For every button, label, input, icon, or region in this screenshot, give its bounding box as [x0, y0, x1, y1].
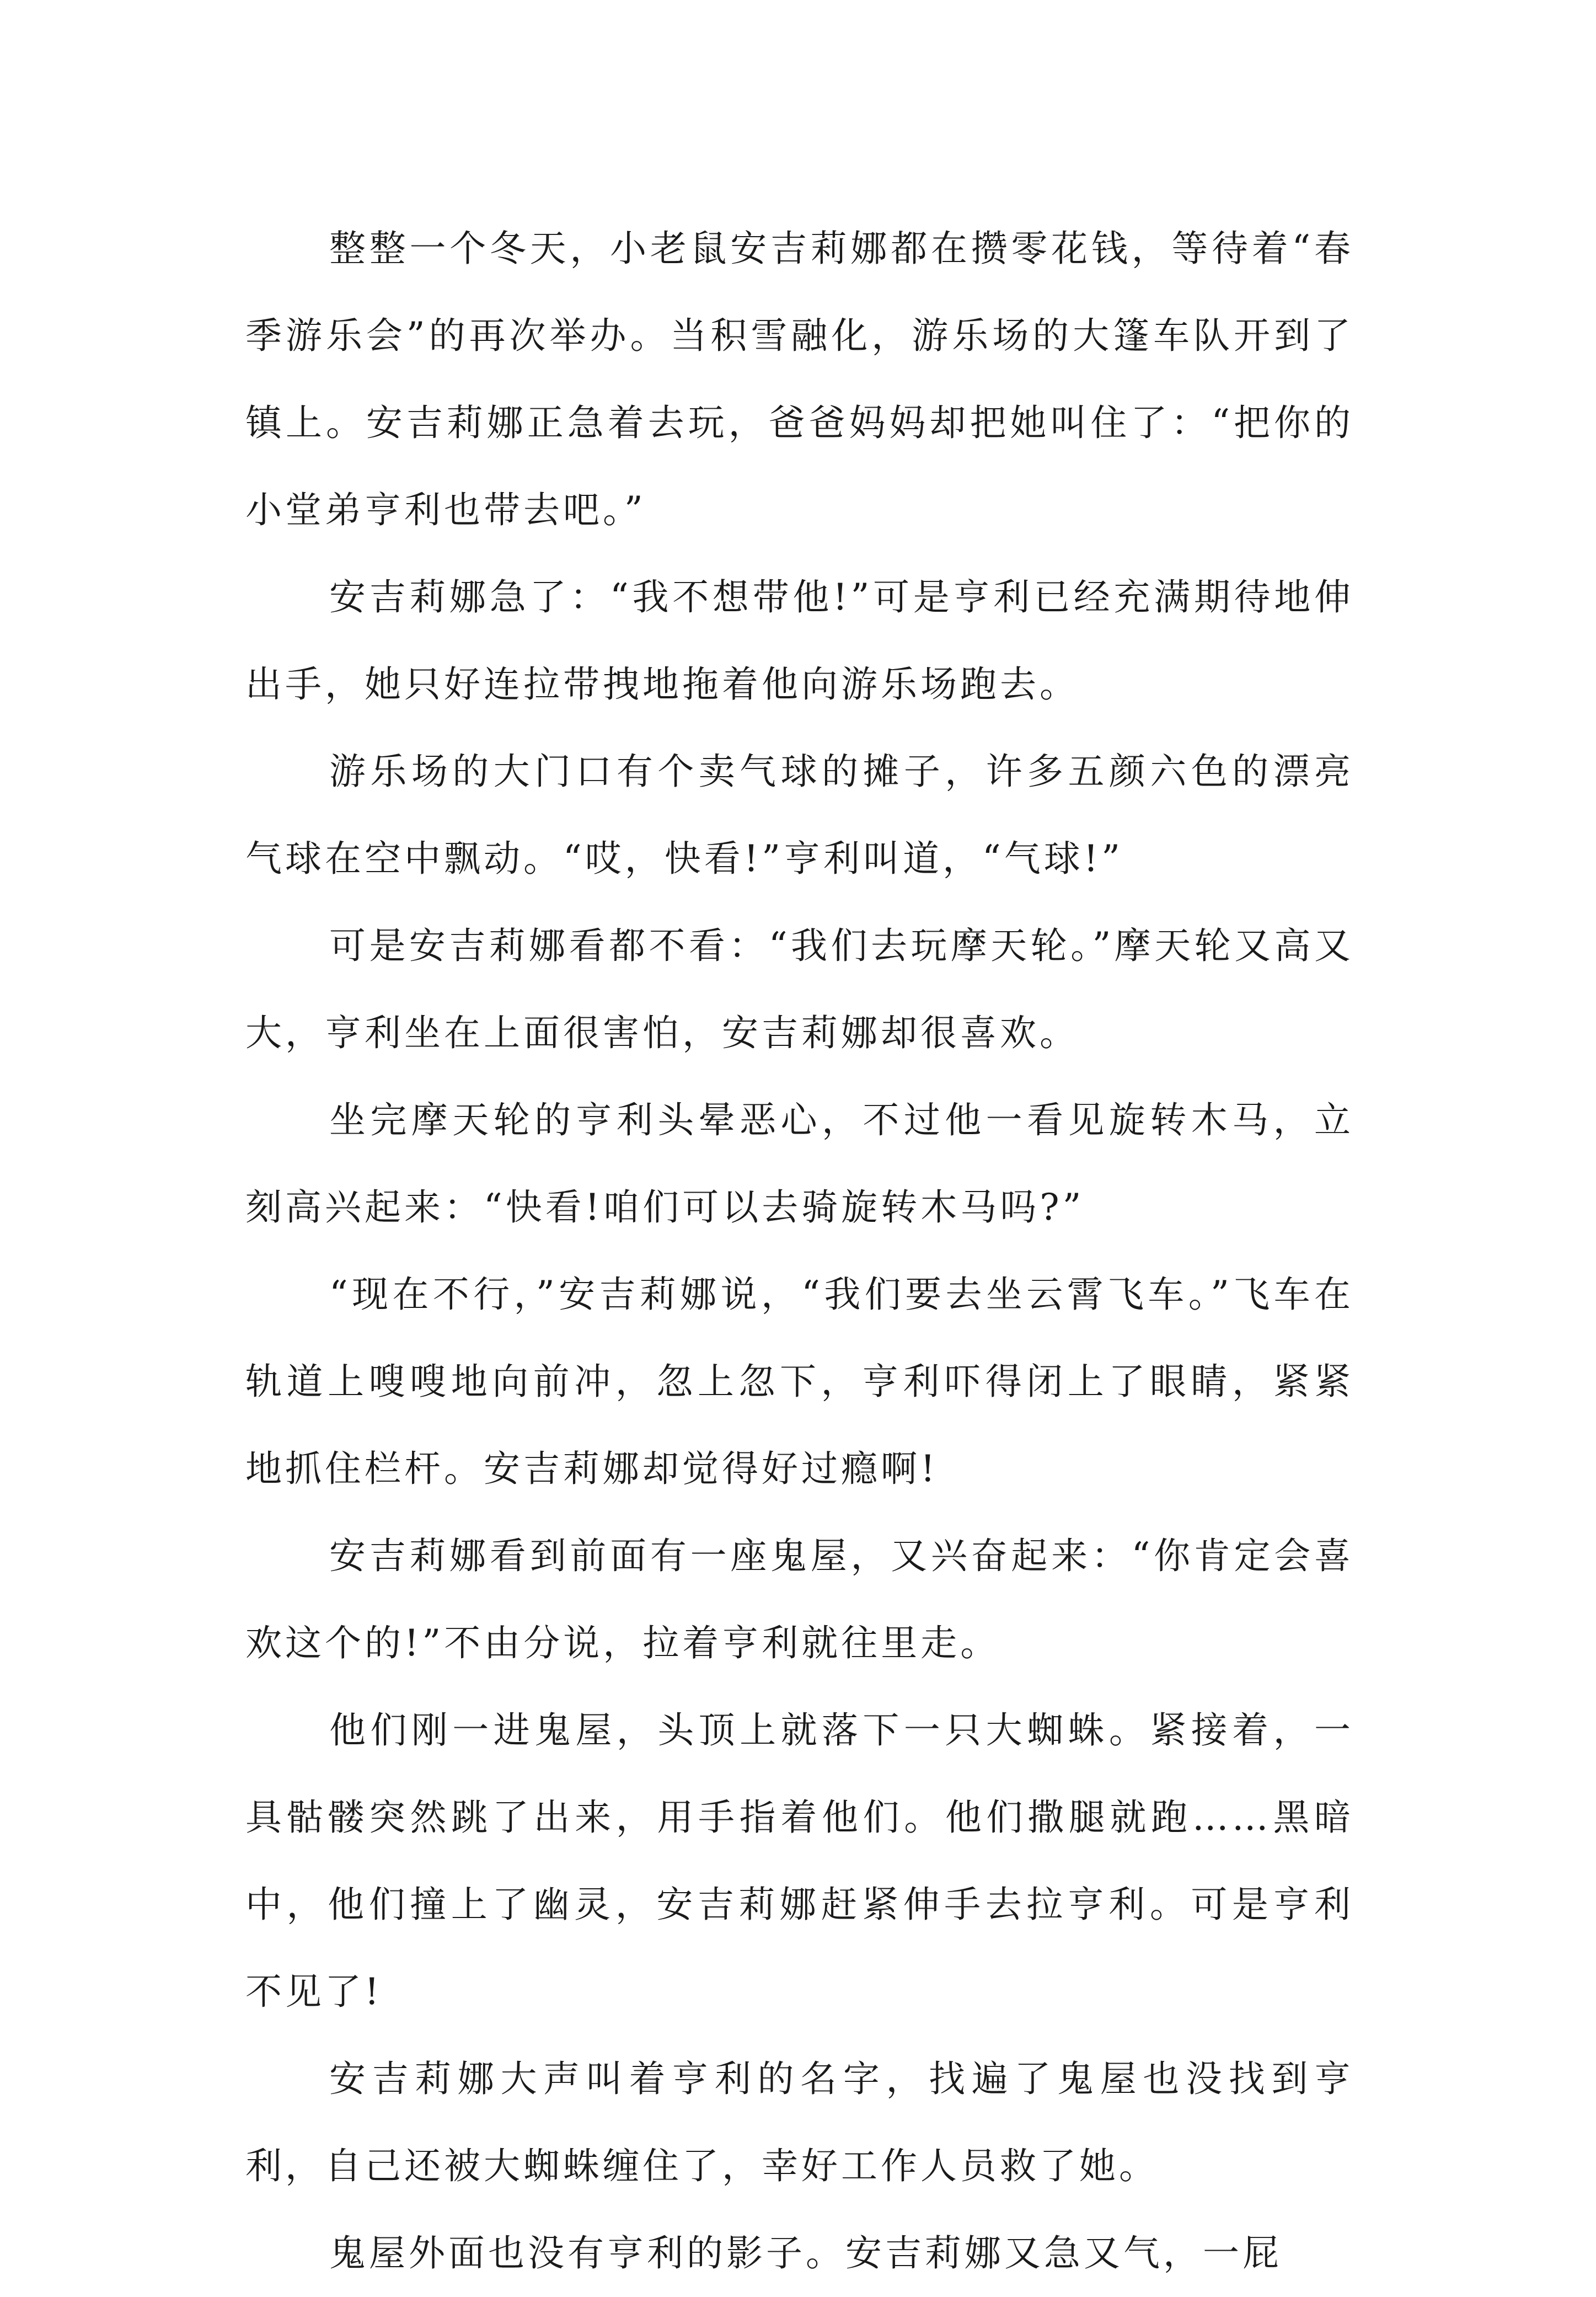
paragraph: 鬼屋外面也没有亨利的影子。安吉莉娜又急又气，一屁 — [329, 2232, 1282, 2274]
paragraph: 安吉莉娜大声叫着亨利的名字，找遍了鬼屋也没找到亨利，自己还被大蜘蛛缠住了，幸好工作人员救了她。 — [245, 2058, 1354, 2187]
paragraph: 安吉莉娜看到前面有一座鬼屋，又兴奋起来：“你肯定会喜欢这个的!”不由分说，拉着亨利就往里走。 — [245, 1535, 1354, 1664]
paragraph: “现在不行，”安吉莉娜说，“我们要去坐云霄飞车。”飞车在轨道上嗖嗖地向前冲，忽上忽下，亨利吓得闭上了眼睛，紧紧地抓住栏杆。安吉莉娜却觉得好过瘾啊! — [245, 1273, 1354, 1490]
paragraph: 整整一个冬天，小老鼠安吉莉娜都在攒零花钱，等待着“春季游乐会”的再次举办。当积雪融化，游乐场的大篷车队开到了镇上。安吉莉娜正急着去玩，爸爸妈妈却把她叫住了：“把你的小堂弟亨利也带去吧。” — [245, 227, 1354, 531]
story-text — [245, 205, 1354, 2297]
paragraph: 他们刚一进鬼屋，头顶上就落下一只大蜘蛛。紧接着，一具骷髅突然跳了出来，用手指着他们。他们撒腿就跑……黑暗中，他们撞上了幽灵，安吉莉娜赶紧伸手去拉亨利。可是亨利不见了! — [245, 1709, 1354, 2013]
paragraph: 可是安吉莉娜看都不看：“我们去玩摩天轮。”摩天轮又高又大，亨利坐在上面很害怕，安吉莉娜却很喜欢。 — [245, 925, 1354, 1054]
paragraph: 游乐场的大门口有个卖气球的摊子，许多五颜六色的漂亮气球在空中飘动。“哎，快看!”亨利叫道，“气球!” — [245, 750, 1354, 880]
paragraph: 安吉莉娜急了：“我不想带他!”可是亨利已经充满期待地伸出手，她只好连拉带拽地拖着他向游乐场跑去。 — [245, 576, 1354, 706]
paragraph: 坐完摩天轮的亨利头晕恶心，不过他一看见旋转木马，立刻高兴起来：“快看!咱们可以去骑旋转木马吗?” — [245, 1099, 1354, 1228]
